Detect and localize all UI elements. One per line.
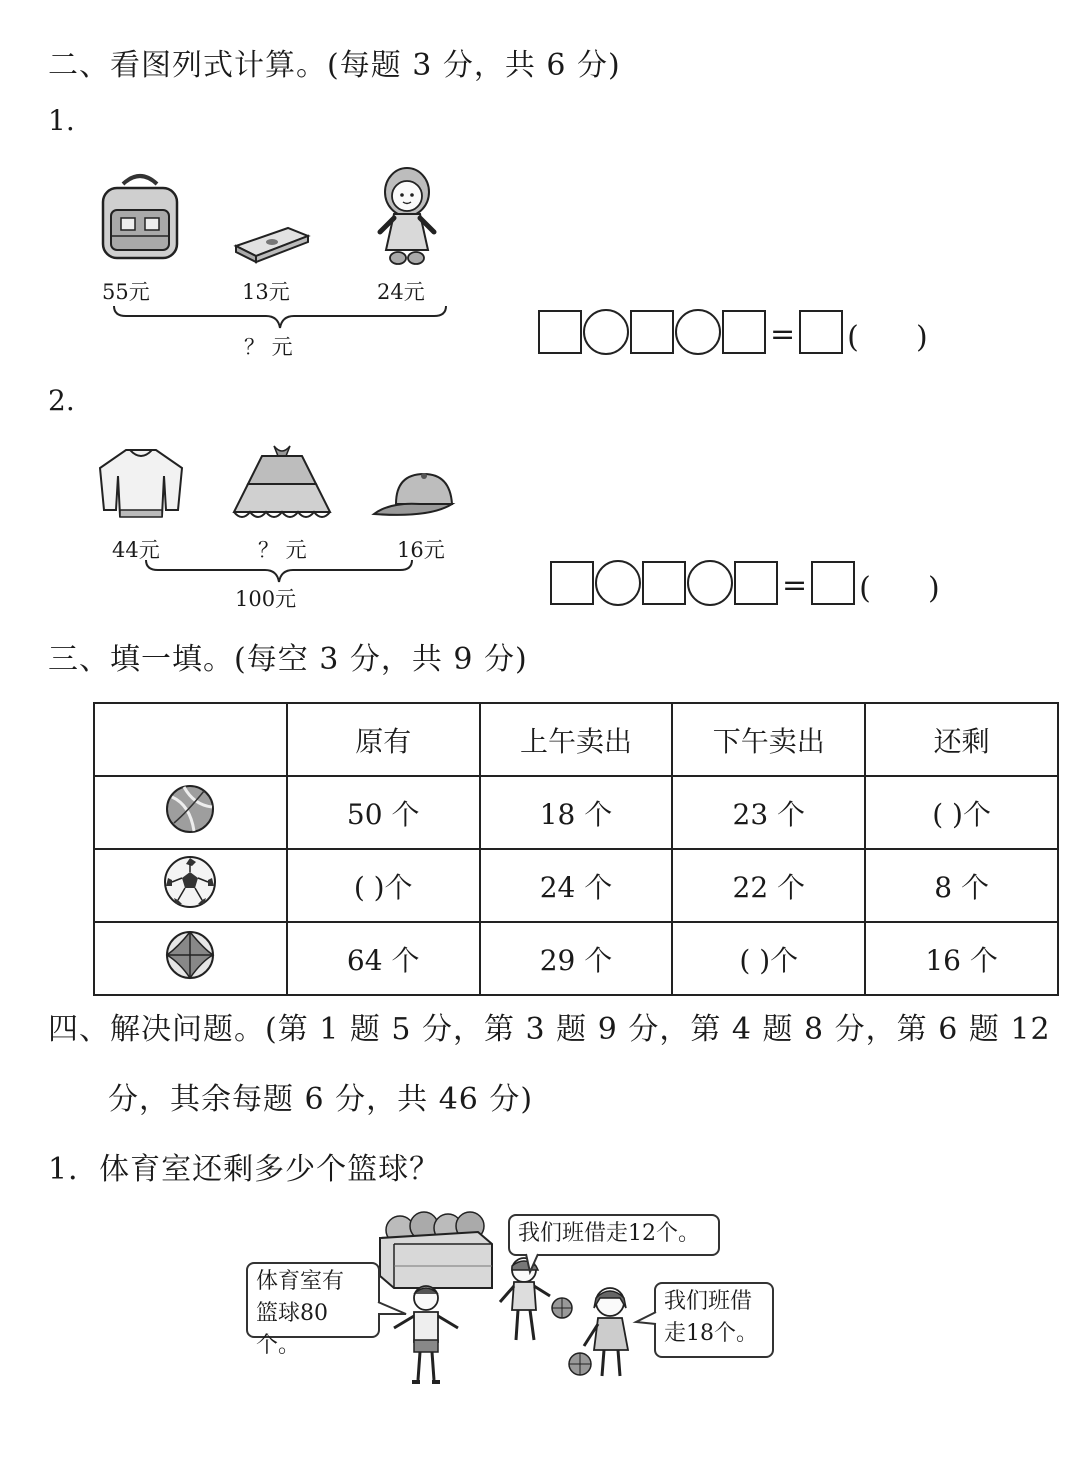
brace-icon [112,304,448,332]
table-row [94,922,1058,995]
beach-ball-icon [164,929,216,981]
unit-blank[interactable]: ( ) [859,570,940,606]
q2-equation [550,560,940,606]
section4-heading-line2: 分，其余每题 6 分，共 46 分) [108,1082,534,1117]
girl-speech-line1: 我们班借 [664,1289,753,1314]
operator-circle[interactable] [595,560,641,606]
operator-circle[interactable] [583,309,629,355]
table-header-cell: 下午卖出 [672,703,865,776]
q1-total: ？ 元 [244,335,293,359]
table-cell: 29 个 [480,922,673,995]
table-header-cell [94,703,287,776]
answer-box[interactable] [722,310,766,354]
table-cell: 24 个 [480,849,673,922]
volleyball-icon [164,783,216,835]
answer-blank-cell[interactable]: ( )个 [672,922,865,995]
answer-box[interactable] [642,561,686,605]
girl-speech-line2: 走18个。 [664,1321,758,1346]
teacher-speech-bubble [246,1262,380,1358]
sweater-icon [96,446,186,522]
table-header-row [94,703,1058,776]
teacher-speech-line1: 体育室有 [256,1269,345,1294]
table-cell: 16 个 [865,922,1058,995]
answer-blank-cell[interactable]: ( )个 [865,776,1058,849]
sweater-price: 44元 [112,538,160,562]
skirt-price: ？ 元 [258,538,307,562]
bubble-tail [634,1310,656,1330]
bubble-tail [524,1254,544,1274]
unit-blank[interactable]: ( ) [847,319,928,355]
teacher-speech-line2: 篮球80个。 [256,1301,328,1358]
equals-sign: = [770,317,796,352]
answer-box[interactable] [538,310,582,354]
answer-box[interactable] [550,561,594,605]
brace-icon [144,558,414,586]
q1-equation [538,309,928,355]
backpack-icon [95,170,185,262]
answer-box[interactable] [630,310,674,354]
q2-total: 100元 [235,587,297,611]
ball-cell [94,849,287,922]
q1-number: 1. [48,104,75,137]
table-cell: 18 个 [480,776,673,849]
cap-icon [370,468,456,524]
section4-q1-question: 1．体育室还剩多少个篮球？ [48,1152,441,1187]
table-cell: 50 个 [287,776,480,849]
section4-heading-line1: 四、解决问题。(第 1 题 5 分，第 3 题 9 分，第 4 题 8 分，第 6 题 12 [48,1012,1051,1047]
cap-price: 16元 [397,538,445,562]
girl-speech-bubble [654,1282,774,1358]
skirt-icon [226,442,338,526]
section3-heading: 三、填一填。(每空 3 分，共 9 分) [48,642,528,677]
equals-sign: = [782,568,808,603]
basketball-crate-icon [378,1204,494,1290]
table-row [94,776,1058,849]
doll-price: 24元 [377,280,425,304]
operator-circle[interactable] [687,560,733,606]
table-cell: 64 个 [287,922,480,995]
table-cell: 8 个 [865,849,1058,922]
girl-figure-icon [566,1284,644,1384]
bubble-tail [378,1300,408,1320]
operator-circle[interactable] [675,309,721,355]
table-cell: 23 个 [672,776,865,849]
ball-cell [94,776,287,849]
result-box[interactable] [811,561,855,605]
backpack-price: 55元 [102,280,150,304]
result-box[interactable] [799,310,843,354]
ball-cell [94,922,287,995]
doll-icon [372,166,442,266]
soccer-ball-icon [162,854,218,910]
table-row [94,849,1058,922]
table-header-cell: 原有 [287,703,480,776]
table-cell: 22 个 [672,849,865,922]
answer-blank-cell[interactable]: ( )个 [287,849,480,922]
section2-heading: 二、看图列式计算。(每题 3 分，共 6 分) [48,48,621,83]
boy-speech-bubble: 我们班借走12个。 [508,1214,720,1256]
table-header-cell: 上午卖出 [480,703,673,776]
table-header-cell: 还剩 [865,703,1058,776]
answer-box[interactable] [734,561,778,605]
q2-number: 2. [48,384,75,417]
pencil-case-price: 13元 [242,280,290,304]
pencil-case-icon [232,222,310,262]
fill-in-table [93,702,1059,996]
